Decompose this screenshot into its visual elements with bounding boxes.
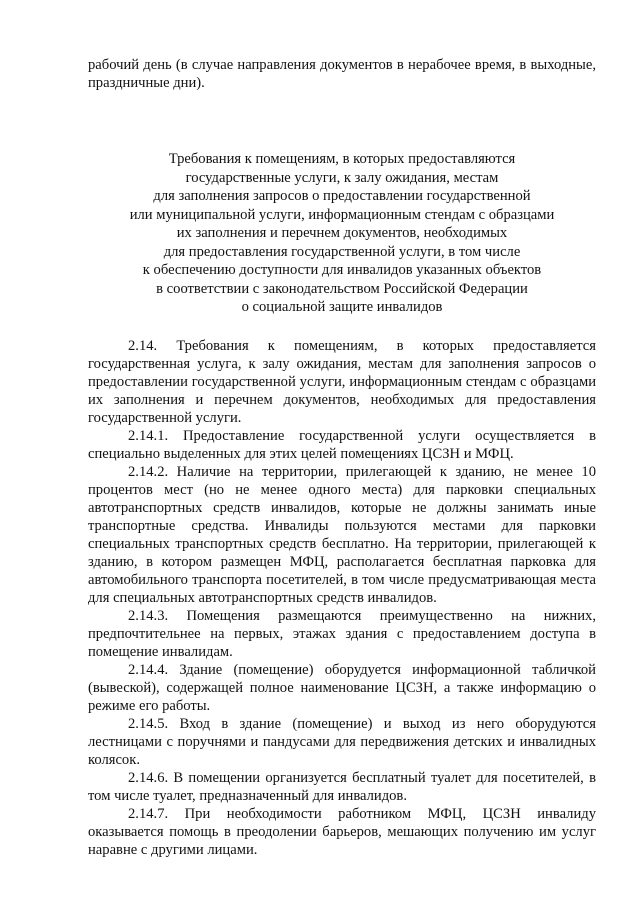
paragraph-2-14-4: 2.14.4. Здание (помещение) оборудуется информационной табличкой (вывеской), содержащей полное наименование ЦСЗН, а также информацию о режиме его работы. xyxy=(88,661,596,714)
document-body xyxy=(88,337,596,859)
document-page xyxy=(88,56,596,859)
paragraph-2-14-2: 2.14.2. Наличие на территории, прилегающей к зданию, не менее 10 процентов мест (но не менее одного места) для парковки специальных автотранспортных средств инвалидов, которые не должны занимать иные транспортные средства. Инвалиды пользуются местами для парковки специальных транспортных средств бесплатно. На территории, прилегающей к зданию, в котором размещен МФЦ, располагается бесплатная парковка для автомобильного транспорта посетителей, в том числе предусматривающая места для специальных автотранспортных средств инвалидов. xyxy=(88,463,596,606)
paragraph-2-14: 2.14. Требования к помещениям, в которых предоставляется государственная услуга, к залу ожидания, местам для заполнения запросов о предоставлении государственной услуги, информационным стендам с образцами их заполнения и перечнем документов, необходимых для предоставления государственной услуги. xyxy=(88,337,596,426)
section-heading xyxy=(88,150,596,317)
paragraph-2-14-3: 2.14.3. Помещения размещаются преимущественно на нижних, предпочтительнее на первых, этажах здания с предоставлением доступа в помещение инвалидам. xyxy=(88,607,596,660)
heading-line: о социальной защите инвалидов xyxy=(241,299,443,315)
heading-line: для предоставления государственной услуги, в том числе xyxy=(163,243,521,260)
heading-line: к обеспечению доступности для инвалидов указанных объектов xyxy=(142,262,542,278)
heading-line: в соответствии с законодательством Российской Федерации xyxy=(156,280,528,297)
heading-line: или муниципальной услуги, информационным стендам с образцами xyxy=(129,206,555,223)
heading-line: государственные услуги, к залу ожидания, местам xyxy=(185,169,499,186)
intro-paragraph: рабочий день (в случае направления документов в нерабочее время, в выходные, праздничные дни). xyxy=(88,57,596,91)
paragraph-2-14-7: 2.14.7. При необходимости работником МФЦ, ЦСЗН инвалиду оказывается помощь в преодолении барьеров, мешающих получению им услуг наравне с другими лицами. xyxy=(88,805,596,858)
paragraph-2-14-6: 2.14.6. В помещении организуется бесплатный туалет для посетителей, в том числе туалет, предназначенный для инвалидов. xyxy=(88,769,596,804)
heading-line: их заполнения и перечнем документов, необходимых xyxy=(176,225,508,241)
paragraph-2-14-1: 2.14.1. Предоставление государственной услуги осуществляется в специально выделенных для этих целей помещениях ЦСЗН и МФЦ. xyxy=(88,427,596,462)
paragraph-2-14-5: 2.14.5. Вход в здание (помещение) и выход из него оборудуются лестницами с поручнями и пандусами для передвижения детских и инвалидных колясок. xyxy=(88,715,596,768)
heading-line: Требования к помещениям, в которых предоставляются xyxy=(168,151,516,167)
heading-line: для заполнения запросов о предоставлении государственной xyxy=(153,188,531,204)
